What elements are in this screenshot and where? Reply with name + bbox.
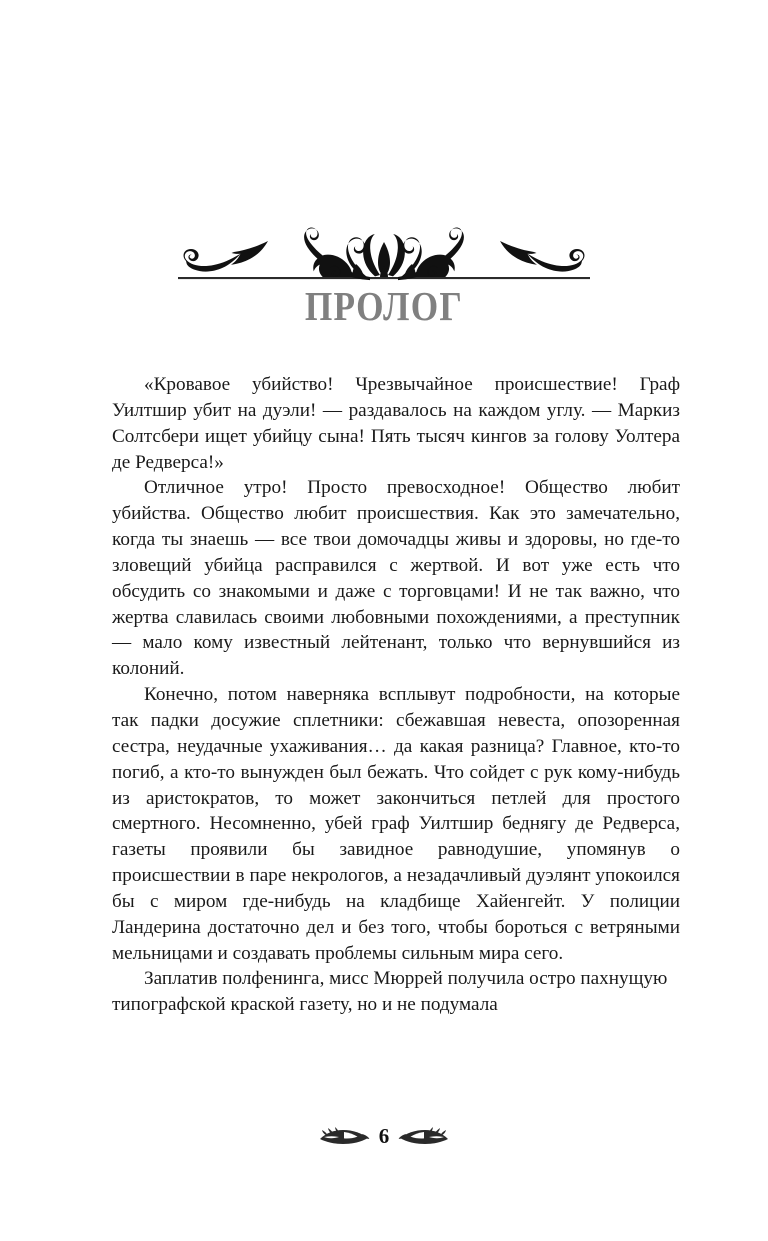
- paragraph: Отличное утро! Просто превосходное! Общество любит убийства. Общество любит происшествия. Как это замечательно, когда ты знаешь — все твои домочадцы живы и здоровы, но где-то зловещий убийца расправился с жертвой. И вот уже есть что обсудить со знакомыми и даже с торговцами! И не так важно, что жертва славилась своими любовными похождениями, а преступник — мало кому известный лейтенант, только что вернувшийся из колоний.: [112, 477, 680, 680]
- paragraph: Заплатив полфенинга, мисс Мюррей получила остро пахнущую типографской краской газету, но и не подумала: [112, 968, 668, 1016]
- chapter-ornament: [0, 222, 768, 284]
- paragraph: Конечно, потом наверняка всплывут подробности, на которые так падки досужие сплетники: сбежавшая невеста, опозоренная сестра, неудачные ухаживания… да какая разница? Главное, кто-то погиб, а кто-то вынужден был бежать. Что сойдет с рук кому-нибудь из аристократов, то может закончиться петлей для простого смертного. Несомненно, убей граф Уилтшир беднягу де Редверса, газеты проявили бы завидное равнодушие, упомянув о происшествии в паре некрологов, а незадачливый дуэлянт упокоился бы с миром где-нибудь на кладбище Хайенгейт. У полиции Ландерина достаточно дел и без того, чтобы бороться с ветряными мельницами и создавать проблемы сильным мира сего.: [112, 684, 680, 964]
- body-text: [112, 372, 680, 1018]
- page-number: 6: [378, 1124, 390, 1148]
- floral-flourish-divider-icon: [174, 222, 594, 284]
- leaf-flourish-right-icon: [398, 1127, 450, 1147]
- chapter-heading-block: [0, 222, 768, 328]
- page-footer: [0, 1126, 768, 1148]
- page-title: ПРОЛОГ: [304, 283, 464, 329]
- leaf-flourish-left-icon: [318, 1127, 370, 1147]
- paragraph: «Кровавое убийство! Чрезвычайное происшествие! Граф Уилтшир убит на дуэли! — раздавалось на каждом углу. — Маркиз Солтсбери ищет убийцу сына! Пять тысяч кингов за голову Уолтера де Редверса!»: [112, 374, 680, 473]
